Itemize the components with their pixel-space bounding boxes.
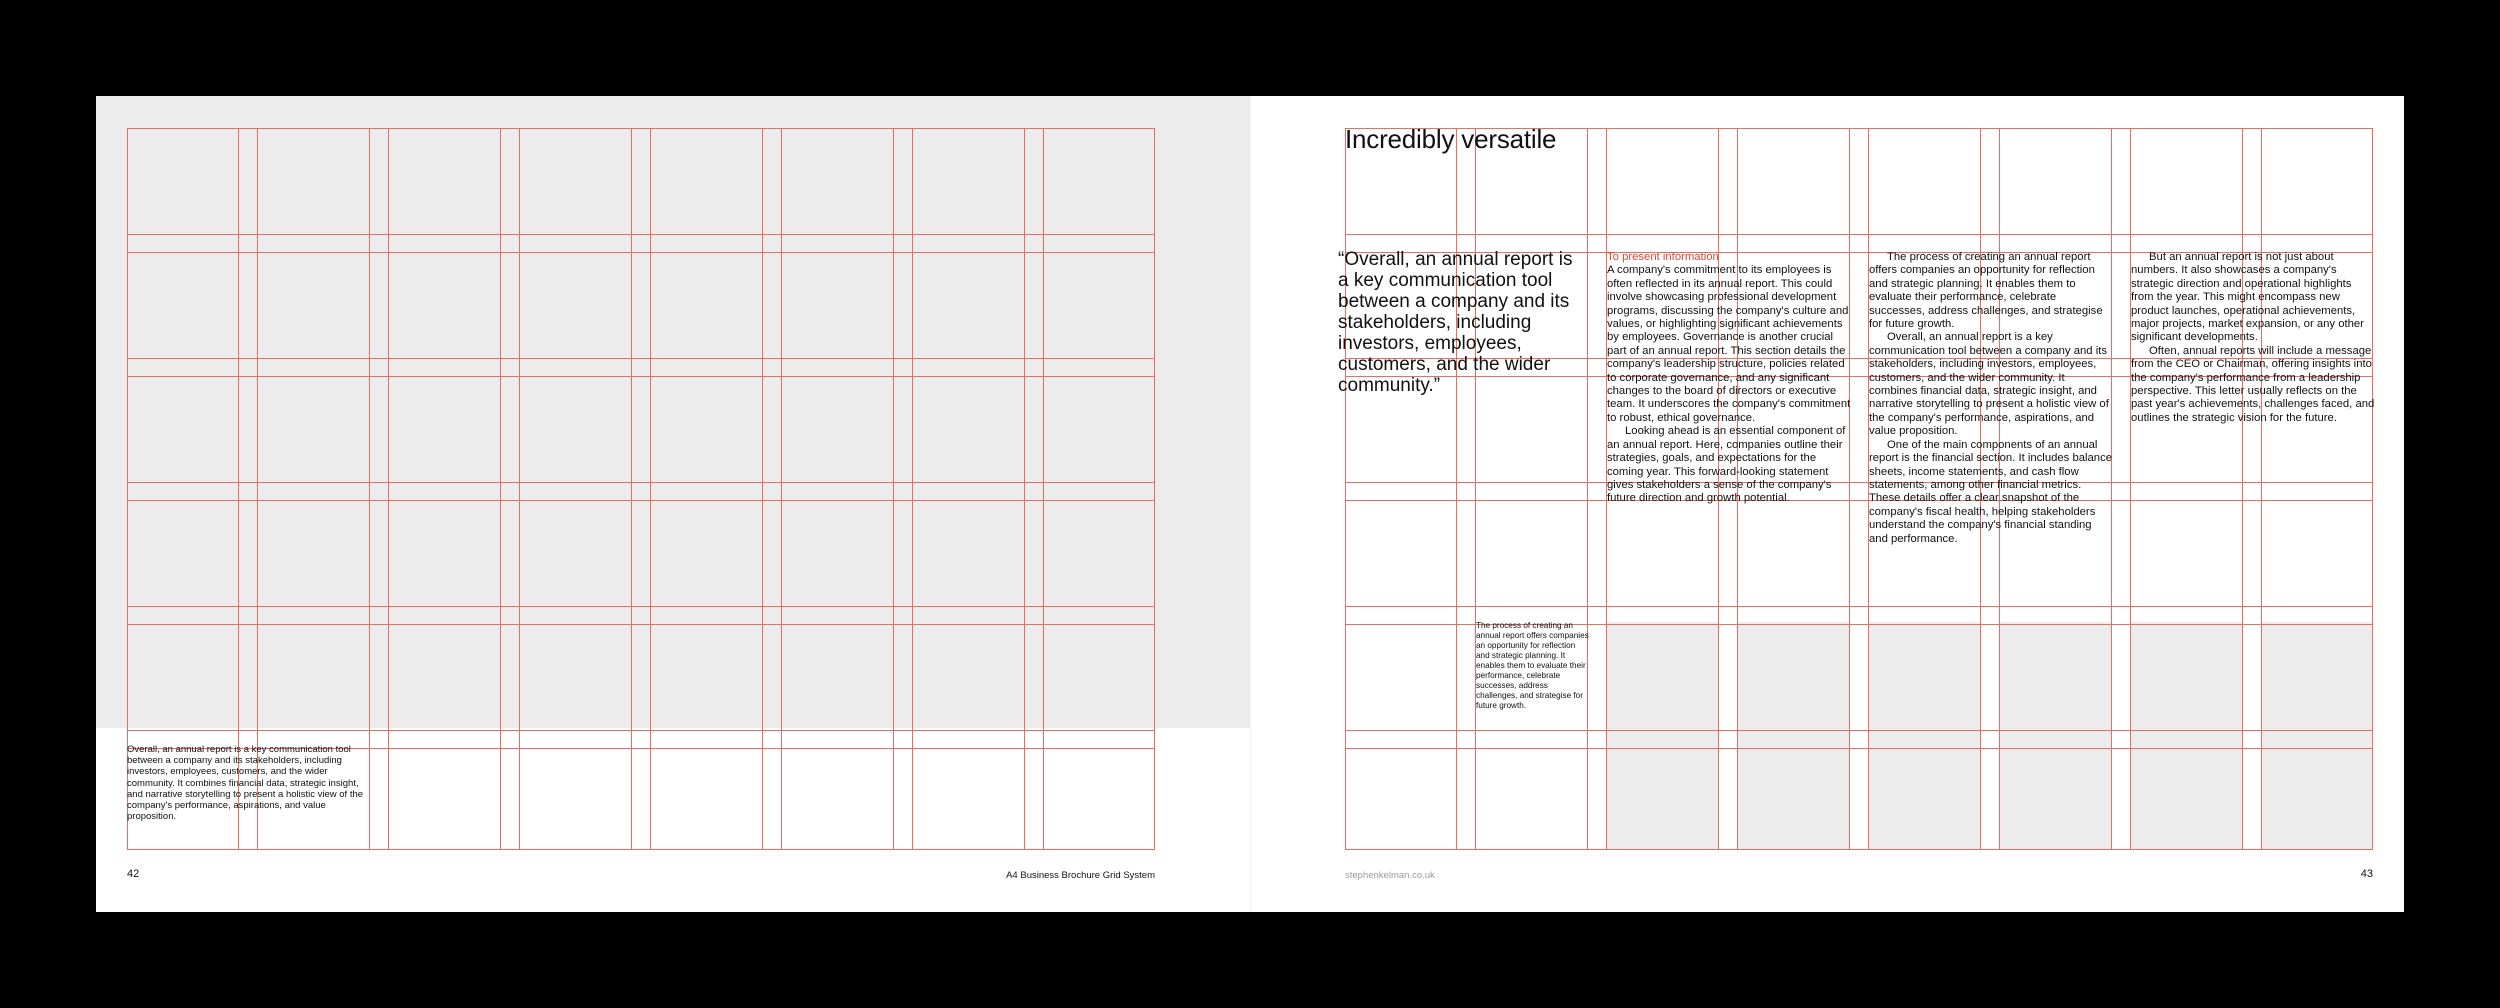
pull-quote: “Overall, an annual report is a key communication tool between a company and its stakeholders, including investors, employees, customers, and the wider community.”: [1338, 249, 1573, 396]
paragraph: A company's commitment to its employees is often reflected in its annual report. This could involve showcasing professional development programs, discussing the company's culture and values, or highlighting significant achievements by employees. Governance is another crucial part of an annual report. This section details the company's leadership structure, policies related to corporate governance, and any significant changes to the board of directors or executive team. It underscores the company's commitment to robust, ethical governance.: [1607, 264, 1851, 424]
paragraph: Often, annual reports will include a message from the CEO or Chairman, offering insights into the company's performance from a leadership perspective. This letter usually reflects on the past year's achievements, challenges faced, and outlines the strategic vision for the future.: [2131, 344, 2375, 424]
paragraph: One of the main components of an annual report is the financial section. It includes balance sheets, income statements, and cash flow statements, among other financial metrics. These details offer a clear snapshot of the company's fiscal health, helping stakeholders understand the company's financial standing and performance.: [1869, 438, 2113, 545]
spine-gutter: [1250, 96, 1251, 912]
paragraph: Looking ahead is an essential component of an annual report. Here, companies outline their strategies, goals, and expectations for the coming year. This forward-looking statement gives stakeholders a sense of the company's future direction and growth potential.: [1607, 425, 1846, 505]
left-page: [96, 96, 1250, 912]
side-note: The process of creating an annual report offers companies an opportunity for reflection and strategic planning. It enables them to evaluate their performance, celebrate successes, address challenges, and strategise for future growth.: [1476, 621, 1589, 710]
paragraph: The process of creating an annual report offers companies an opportunity for reflection and strategic planning. It enables them to evaluate their performance, celebrate successes, address challenges, and strategise for future growth.: [1869, 251, 2103, 331]
paragraph: But an annual report is not just about numbers. It also showcases a company's strategic direction and operational highlights from the year. This might encompass new product launches, operational achievements, major projects, market expansion, or any other significant developments.: [2131, 251, 2364, 344]
paragraph: Overall, an annual report is a key communication tool between a company and its stakeholders, including investors, employees, customers, and the wider community. It combines financial data, strategic insight, and narrative storytelling to present a holistic view of the company's performance, aspirations, and value proposition.: [1869, 331, 2109, 438]
text-column-3: [2131, 251, 2375, 425]
left-folio: 42: [127, 868, 140, 880]
right-grid: [1345, 128, 2373, 850]
brochure-spread: [96, 96, 2404, 912]
column-subhead: To present information: [1607, 251, 1719, 263]
right-page: [1250, 96, 2404, 912]
page-heading: Incredibly versatile: [1345, 124, 1557, 154]
left-caption: Overall, an annual report is a key communication tool between a company and its stakeholders, including investors, employees, customers, and the wider community. It combines financial data, strategic insight, and narrative storytelling to present a holistic view of the company's performance, aspirations, and value proposition.: [127, 744, 364, 823]
left-grid: [127, 128, 1155, 850]
left-footer-title: A4 Business Brochure Grid System: [1006, 870, 1155, 881]
right-folio: 43: [2360, 868, 2373, 880]
footer-url: stephenkelman.co.uk: [1345, 870, 1435, 881]
text-column-2: [1869, 251, 2113, 546]
text-column-1: [1607, 251, 1851, 506]
